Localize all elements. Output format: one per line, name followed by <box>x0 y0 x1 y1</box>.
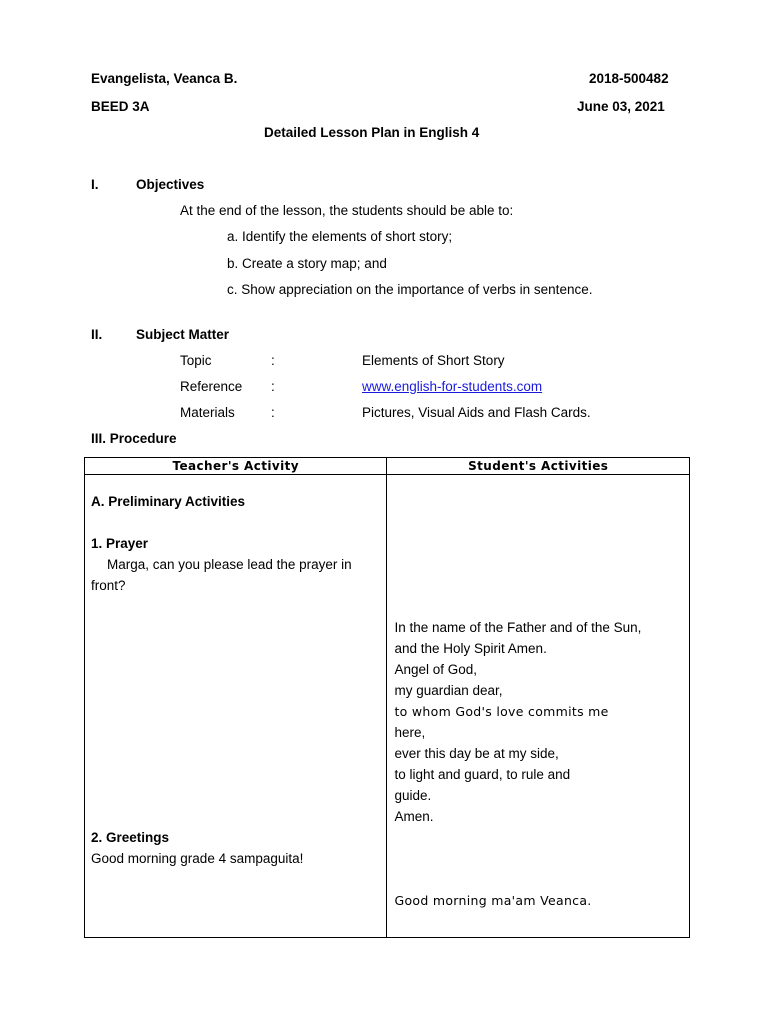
section-label: BEED 3A <box>91 99 150 114</box>
procedure-table-header-row <box>85 458 690 475</box>
lesson-date: June 03, 2021 <box>577 99 665 114</box>
prayer-response-line: In the name of the Father and of the Sun, <box>394 620 642 635</box>
prayer-heading: 1. Prayer <box>91 536 149 551</box>
reference-label: Reference <box>180 379 243 394</box>
objective-item: a. Identify the elements of short story; <box>227 229 453 244</box>
topic-label: Topic <box>180 353 212 368</box>
prayer-response-line: and the Holy Spirit Amen. <box>394 641 547 656</box>
student-id: 2018-500482 <box>589 71 669 86</box>
reference-link[interactable]: www.english-for-students.com <box>362 379 543 394</box>
objectives-heading: Objectives <box>136 177 205 192</box>
teacher-activity-column-header: Teacher's Activity <box>85 458 387 475</box>
preliminary-activities-heading: A. Preliminary Activities <box>91 494 246 509</box>
prayer-response-line: to light and guard, to rule and <box>394 767 571 782</box>
materials-separator: : <box>271 405 275 420</box>
materials-value: Pictures, Visual Aids and Flash Cards. <box>362 405 591 420</box>
procedure-table <box>84 457 690 938</box>
procedure-heading: III. Procedure <box>91 431 177 446</box>
greetings-line: Good morning grade 4 sampaguita! <box>91 851 304 866</box>
topic-separator: : <box>271 353 275 368</box>
topic-value: Elements of Short Story <box>362 353 505 368</box>
prayer-response-line: Angel of God, <box>394 662 478 677</box>
prayer-response-line: my guardian dear, <box>394 683 503 698</box>
prayer-response-line: to whom God's love commits me <box>394 704 609 719</box>
objectives-intro: At the end of the lesson, the students should be able to: <box>180 203 514 218</box>
prayer-instruction-line: front? <box>91 578 126 593</box>
objective-item: c. Show appreciation on the importance of verbs in sentence. <box>227 282 593 297</box>
student-activities-column-header: Student's Activities <box>387 458 690 475</box>
greetings-heading: 2. Greetings <box>91 830 170 845</box>
procedure-table-body-row <box>85 475 690 938</box>
document-title: Detailed Lesson Plan in English 4 <box>264 125 480 140</box>
student-activities-cell <box>387 475 690 938</box>
prayer-instruction-line: Marga, can you please lead the prayer in <box>107 557 352 572</box>
teacher-activity-cell <box>85 475 387 938</box>
reference-separator: : <box>271 379 275 394</box>
student-name: Evangelista, Veanca B. <box>91 71 238 86</box>
prayer-response-line: Amen. <box>394 809 434 824</box>
objectives-numeral: I. <box>91 177 99 192</box>
prayer-response-line: ever this day be at my side, <box>394 746 559 761</box>
subject-matter-numeral: II. <box>91 327 103 342</box>
prayer-response-line: here, <box>394 725 426 740</box>
prayer-response-line: guide. <box>394 788 432 803</box>
materials-label: Materials <box>180 405 235 420</box>
objective-item: b. Create a story map; and <box>227 256 387 271</box>
greeting-reply: Good morning ma'am Veanca. <box>394 893 592 908</box>
subject-matter-heading: Subject Matter <box>136 327 230 342</box>
